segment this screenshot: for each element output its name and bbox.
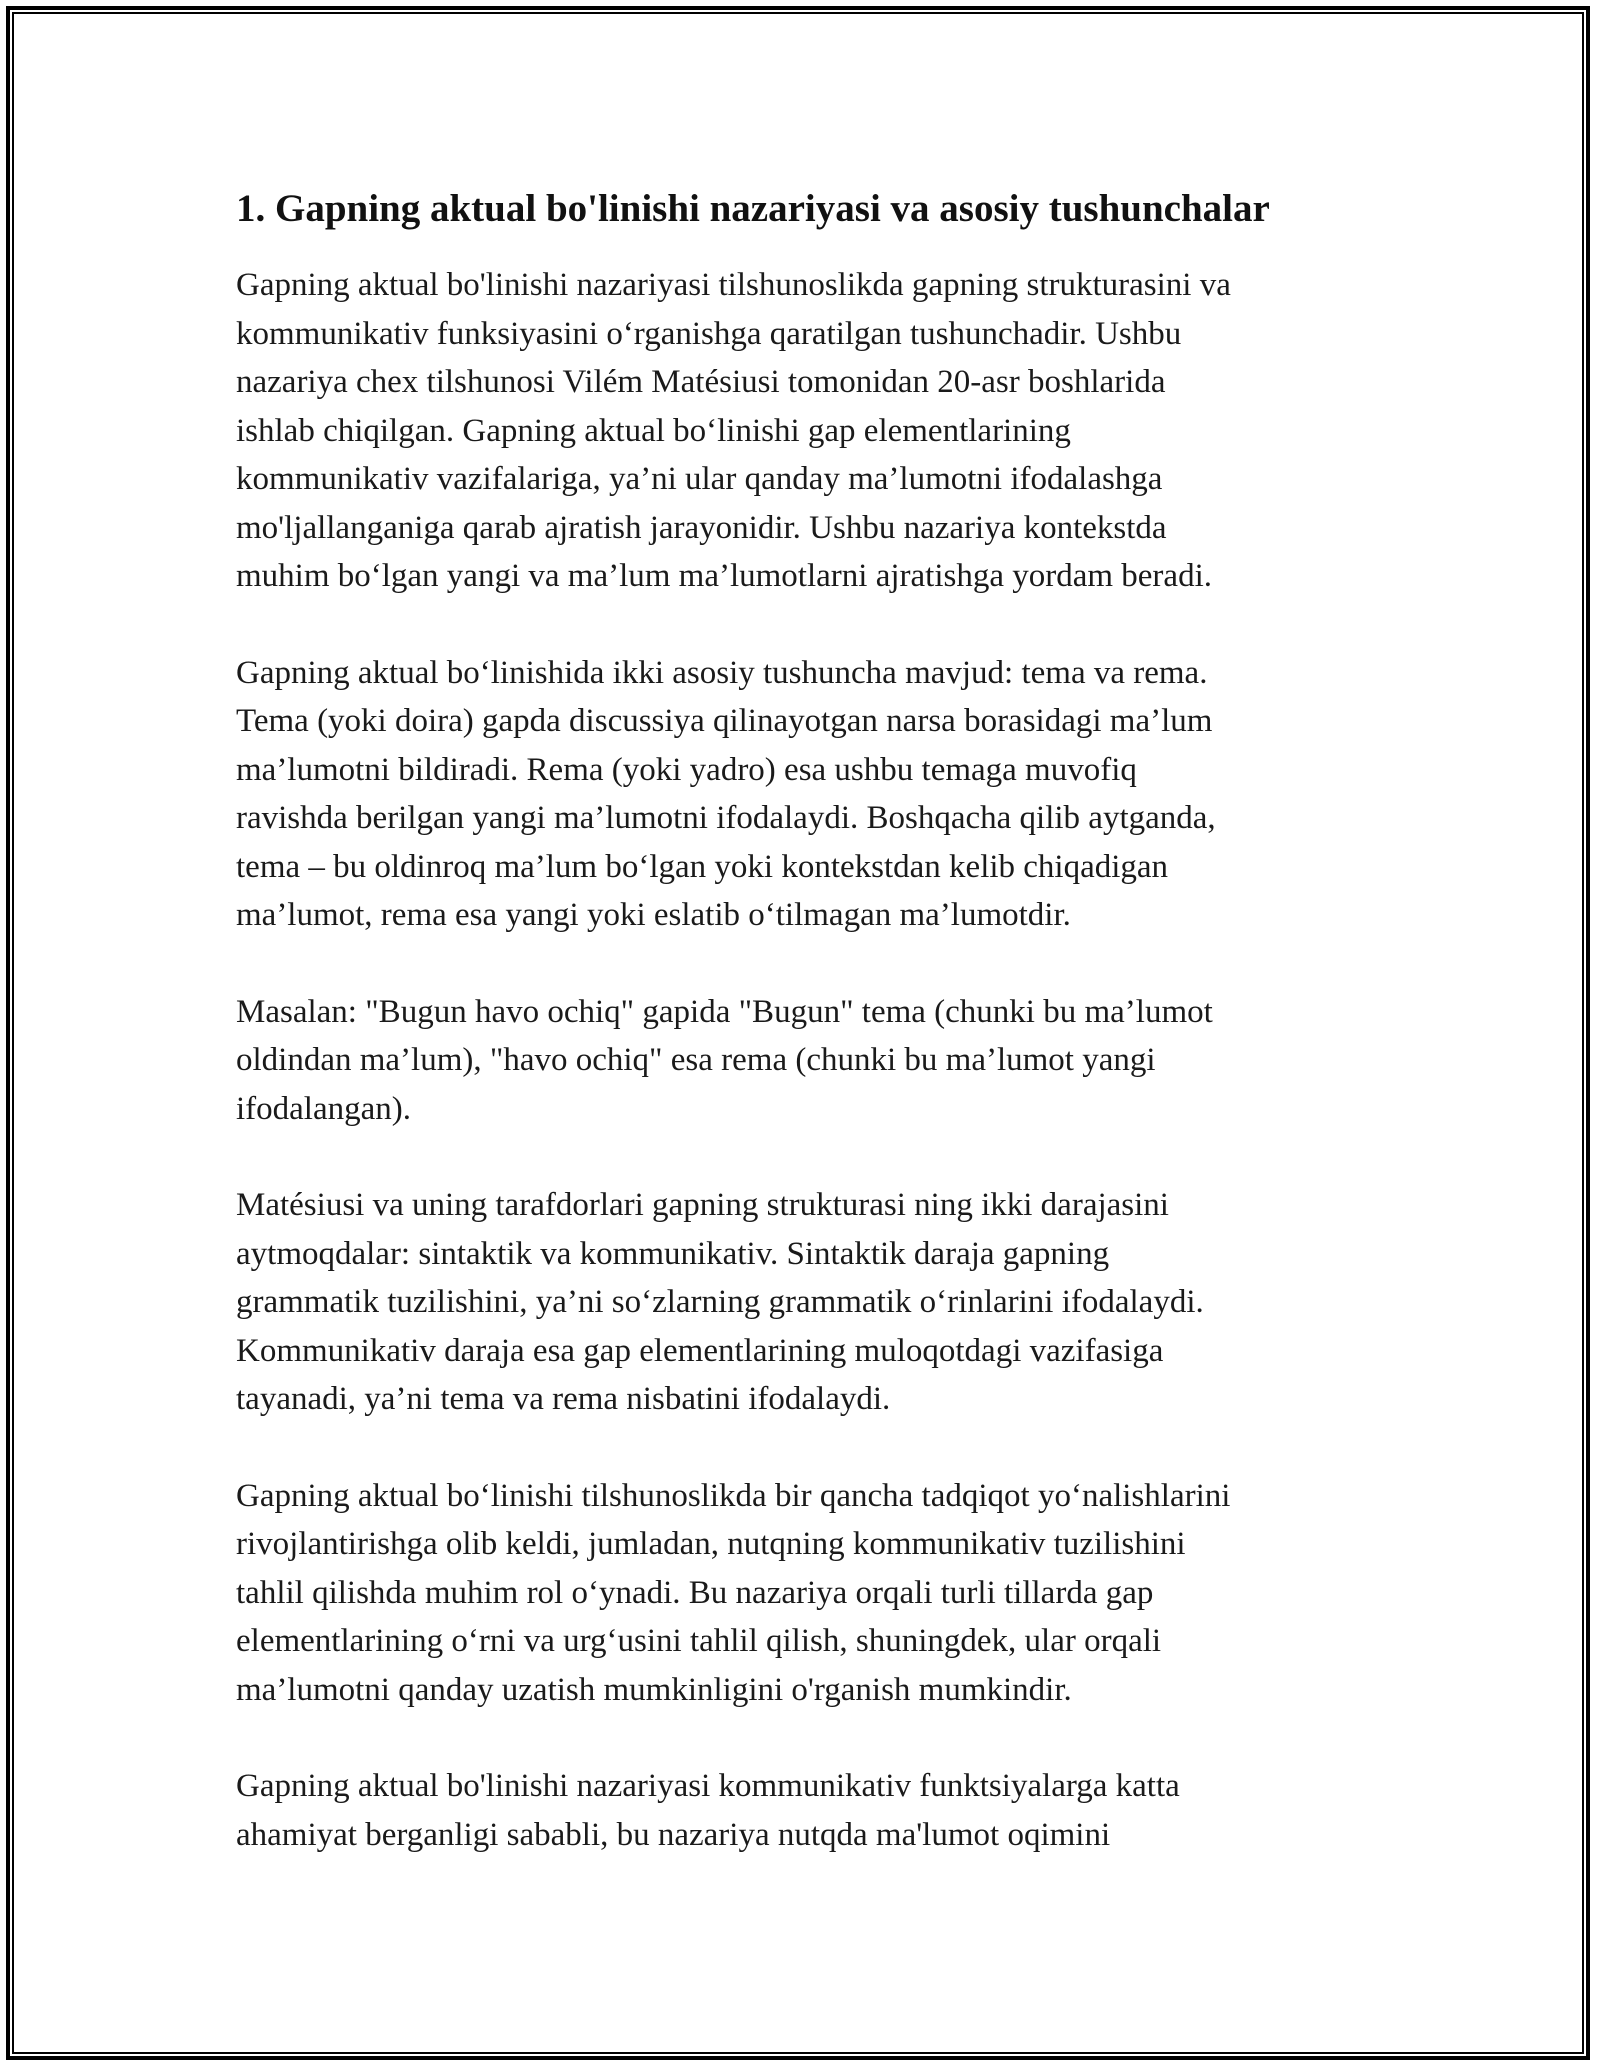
paragraph-line: ma’lumot, rema esa yangi yoki eslatib o‘tilmagan ma’lumotdir. xyxy=(236,897,1071,933)
paragraph-line: mo'ljallanganiga qarab ajratish jarayonidir. Ushbu nazariya kontekstda xyxy=(236,509,1167,546)
paragraph-line: tema – bu oldinroq ma’lum bo‘lgan yoki kontekstdan kelib chiqadigan xyxy=(236,848,1169,885)
paragraph-tema-rema xyxy=(236,649,1356,940)
paragraph-line: rivojlantirishga olib keldi, jumladan, nutqning kommunikativ tuzilishini xyxy=(236,1526,1186,1562)
paragraph-line: Gapning aktual bo'linishi nazariyasi tilshunoslikda gapning strukturasini va xyxy=(236,267,1231,303)
paragraph-line: ifodalangan). xyxy=(236,1090,412,1127)
paragraph-line: Masalan: "Bugun havo ochiq" gapida "Bugun" tema (chunki bu ma’lumot xyxy=(236,993,1213,1030)
document-body xyxy=(236,185,1356,1907)
paragraph-line: nazariya chex tilshunosi Vilém Matésiusi tomonidan 20-asr boshlarida xyxy=(236,364,1166,400)
paragraph-line: Gapning aktual bo‘linishida ikki asosiy tushuncha mavjud: tema va rema. xyxy=(236,654,1208,691)
section-heading: 1. Gapning aktual bo'linishi nazariyasi va asosiy tushunchalar xyxy=(236,187,1270,230)
paragraph-conclusion xyxy=(236,1762,1356,1859)
paragraph-line: aytmoqdalar: sintaktik va kommunikativ. Sintaktik daraja gapning xyxy=(236,1235,1110,1272)
paragraph-line: Matésiusi va uning tarafdorlari gapning strukturasi ning ikki darajasini xyxy=(236,1187,1169,1223)
paragraph-line: Kommunikativ daraja esa gap elementlarining muloqotdagi vazifasiga xyxy=(236,1332,1164,1369)
paragraph-line: tahlil qilishda muhim rol o‘ynadi. Bu nazariya orqali turli tillarda gap xyxy=(236,1574,1154,1611)
paragraph-line: ma’lumotni qanday uzatish mumkinligini o'rganish mumkindir. xyxy=(236,1671,1072,1708)
paragraph-line: ravishda berilgan yangi ma’lumotni ifodalaydi. Boshqacha qilib aytganda, xyxy=(236,800,1216,836)
paragraph-line: ma’lumotni bildiradi. Rema (yoki yadro) esa ushbu temaga muvofiq xyxy=(236,751,1137,788)
paragraph-line: Gapning aktual bo‘linishi tilshunoslikda bir qancha tadqiqot yo‘nalishlarini xyxy=(236,1477,1231,1514)
paragraph-example xyxy=(236,988,1356,1134)
paragraph-intro xyxy=(236,261,1356,601)
paragraph-line: kommunikativ vazifalariga, ya’ni ular qanday ma’lumotni ifodalashga xyxy=(236,461,1163,497)
paragraph-line: Gapning aktual bo'linishi nazariyasi kommunikativ funktsiyalarga katta xyxy=(236,1768,1180,1804)
paragraph-line: Tema (yoki doira) gapda discussiya qilinayotgan narsa borasidagi ma’lum xyxy=(236,703,1213,739)
paragraph-line: kommunikativ funksiyasini o‘rganishga qaratilgan tushunchadir. Ushbu xyxy=(236,315,1182,352)
paragraph-line: grammatik tuzilishini, ya’ni so‘zlarning grammatik o‘rinlarini ifodalaydi. xyxy=(236,1284,1204,1320)
paragraph-line: ishlab chiqilgan. Gapning aktual bo‘linishi gap elementlarining xyxy=(236,412,1071,449)
paragraph-line: oldindan ma’lum), "havo ochiq" esa rema (chunki bu ma’lumot yangi xyxy=(236,1042,1156,1078)
paragraph-research xyxy=(236,1472,1356,1715)
paragraph-levels xyxy=(236,1181,1356,1424)
paragraph-line: muhim bo‘lgan yangi va ma’lum ma’lumotlarni ajratishga yordam beradi. xyxy=(236,558,1212,594)
paragraph-line: tayanadi, ya’ni tema va rema nisbatini ifodalaydi. xyxy=(236,1381,891,1417)
paragraph-line: ahamiyat berganligi sababli, bu nazariya nutqda ma'lumot oqimini xyxy=(236,1816,1111,1853)
paragraph-line: elementlarining o‘rni va urg‘usini tahlil qilish, shuningdek, ular orqali xyxy=(236,1623,1162,1659)
